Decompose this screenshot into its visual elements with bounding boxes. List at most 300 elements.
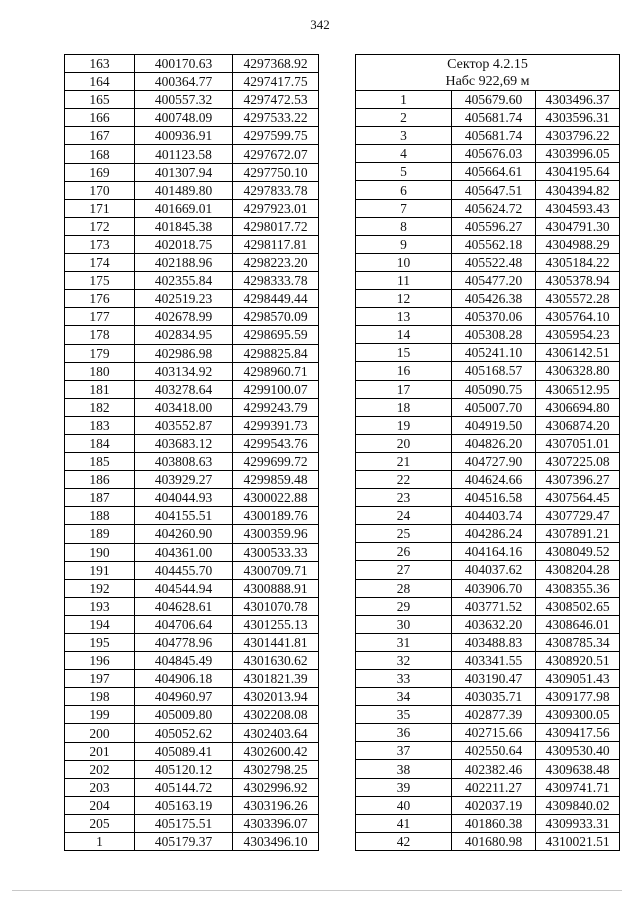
x-coordinate-cell: 403632.20	[452, 615, 536, 633]
y-coordinate-cell: 4309933.31	[536, 814, 620, 832]
x-coordinate-cell: 404544.94	[135, 579, 233, 597]
x-coordinate-cell: 401489.80	[135, 181, 233, 199]
x-coordinate-cell: 402018.75	[135, 235, 233, 253]
x-coordinate-cell: 403771.52	[452, 597, 536, 615]
y-coordinate-cell: 4304988.29	[536, 235, 620, 253]
point-number-cell: 198	[65, 688, 135, 706]
y-coordinate-cell: 4307729.47	[536, 507, 620, 525]
y-coordinate-cell: 4300533.33	[233, 543, 319, 561]
table-row	[65, 706, 319, 724]
table-row	[65, 778, 319, 796]
point-number-cell: 21	[356, 452, 452, 470]
x-coordinate-cell: 403341.55	[452, 651, 536, 669]
y-coordinate-cell: 4301441.81	[233, 634, 319, 652]
table-row	[356, 127, 620, 145]
table-row	[65, 615, 319, 633]
point-number-cell: 15	[356, 344, 452, 362]
y-coordinate-cell: 4309300.05	[536, 706, 620, 724]
y-coordinate-cell: 4298825.84	[233, 344, 319, 362]
table-row	[65, 833, 319, 851]
point-number-cell: 172	[65, 217, 135, 235]
y-coordinate-cell: 4307891.21	[536, 525, 620, 543]
x-coordinate-cell: 402715.66	[452, 724, 536, 742]
sector-header-row	[356, 55, 620, 91]
y-coordinate-cell: 4302798.25	[233, 760, 319, 778]
table-row	[356, 742, 620, 760]
point-number-cell: 37	[356, 742, 452, 760]
point-number-cell: 203	[65, 778, 135, 796]
table-row	[65, 814, 319, 832]
point-number-cell: 26	[356, 543, 452, 561]
x-coordinate-cell: 405163.19	[135, 796, 233, 814]
table-row	[356, 326, 620, 344]
table-row	[356, 163, 620, 181]
sector-title: Сектор 4.2.15	[447, 56, 528, 72]
table-row	[65, 453, 319, 471]
table-row	[356, 814, 620, 832]
y-coordinate-cell: 4302600.42	[233, 742, 319, 760]
x-coordinate-cell: 403134.92	[135, 362, 233, 380]
x-coordinate-cell: 405562.18	[452, 235, 536, 253]
table-row	[65, 326, 319, 344]
x-coordinate-cell: 400557.32	[135, 91, 233, 109]
y-coordinate-cell: 4299543.76	[233, 434, 319, 452]
point-number-cell: 175	[65, 272, 135, 290]
table-row	[65, 525, 319, 543]
x-coordinate-cell: 405647.51	[452, 181, 536, 199]
y-coordinate-cell: 4298449.44	[233, 290, 319, 308]
table-row	[356, 670, 620, 688]
x-coordinate-cell: 404845.49	[135, 652, 233, 670]
x-coordinate-cell: 402834.95	[135, 326, 233, 344]
point-number-cell: 4	[356, 145, 452, 163]
point-number-cell: 17	[356, 380, 452, 398]
y-coordinate-cell: 4300888.91	[233, 579, 319, 597]
y-coordinate-cell: 4299100.07	[233, 380, 319, 398]
y-coordinate-cell: 4305378.94	[536, 271, 620, 289]
table-row	[356, 597, 620, 615]
table-row	[65, 217, 319, 235]
x-coordinate-cell: 405664.61	[452, 163, 536, 181]
point-number-cell: 3	[356, 127, 452, 145]
y-coordinate-cell: 4297833.78	[233, 181, 319, 199]
point-number-cell: 1	[65, 833, 135, 851]
point-number-cell: 39	[356, 778, 452, 796]
point-number-cell: 7	[356, 199, 452, 217]
x-coordinate-cell: 403552.87	[135, 416, 233, 434]
y-coordinate-cell: 4297750.10	[233, 163, 319, 181]
y-coordinate-cell: 4307225.08	[536, 452, 620, 470]
point-number-cell: 202	[65, 760, 135, 778]
point-number-cell: 204	[65, 796, 135, 814]
point-number-cell: 174	[65, 254, 135, 272]
y-coordinate-cell: 4304593.43	[536, 199, 620, 217]
sector-abs-height: Набс 922,69 м	[445, 73, 530, 89]
y-coordinate-cell: 4308785.34	[536, 633, 620, 651]
x-coordinate-cell: 402382.46	[452, 760, 536, 778]
point-number-cell: 34	[356, 688, 452, 706]
x-coordinate-cell: 404906.18	[135, 670, 233, 688]
x-coordinate-cell: 405308.28	[452, 326, 536, 344]
point-number-cell: 13	[356, 308, 452, 326]
table-row	[65, 344, 319, 362]
table-row	[65, 416, 319, 434]
point-number-cell: 10	[356, 253, 452, 271]
table-row	[356, 633, 620, 651]
y-coordinate-cell: 4304195.64	[536, 163, 620, 181]
y-coordinate-cell: 4308502.65	[536, 597, 620, 615]
x-coordinate-cell: 403418.00	[135, 398, 233, 416]
x-coordinate-cell: 402519.23	[135, 290, 233, 308]
table-row	[356, 145, 620, 163]
y-coordinate-cell: 4297368.92	[233, 55, 319, 73]
point-number-cell: 30	[356, 615, 452, 633]
sector-header-cell	[356, 55, 620, 91]
table-row	[65, 127, 319, 145]
point-number-cell: 194	[65, 615, 135, 633]
x-coordinate-cell: 404826.20	[452, 434, 536, 452]
x-coordinate-cell: 405681.74	[452, 109, 536, 127]
point-number-cell: 165	[65, 91, 135, 109]
table-row	[356, 452, 620, 470]
y-coordinate-cell: 4302996.92	[233, 778, 319, 796]
y-coordinate-cell: 4301070.78	[233, 597, 319, 615]
x-coordinate-cell: 404260.90	[135, 525, 233, 543]
x-coordinate-cell: 403929.27	[135, 471, 233, 489]
table-row	[356, 561, 620, 579]
x-coordinate-cell: 405175.51	[135, 814, 233, 832]
table-row	[65, 73, 319, 91]
table-row	[65, 579, 319, 597]
y-coordinate-cell: 4299243.79	[233, 398, 319, 416]
point-number-cell: 20	[356, 434, 452, 452]
point-number-cell: 180	[65, 362, 135, 380]
point-number-cell: 29	[356, 597, 452, 615]
y-coordinate-cell: 4298223.20	[233, 254, 319, 272]
right-table-body	[356, 91, 620, 851]
x-coordinate-cell: 405596.27	[452, 217, 536, 235]
y-coordinate-cell: 4298333.78	[233, 272, 319, 290]
table-row	[65, 163, 319, 181]
y-coordinate-cell: 4302208.08	[233, 706, 319, 724]
point-number-cell: 167	[65, 127, 135, 145]
x-coordinate-cell: 404044.93	[135, 489, 233, 507]
table-row	[65, 543, 319, 561]
y-coordinate-cell: 4309741.71	[536, 778, 620, 796]
point-number-cell: 32	[356, 651, 452, 669]
y-coordinate-cell: 4304791.30	[536, 217, 620, 235]
point-number-cell: 33	[356, 670, 452, 688]
table-row	[356, 271, 620, 289]
y-coordinate-cell: 4309840.02	[536, 796, 620, 814]
point-number-cell: 27	[356, 561, 452, 579]
point-number-cell: 40	[356, 796, 452, 814]
point-number-cell: 190	[65, 543, 135, 561]
x-coordinate-cell: 404628.61	[135, 597, 233, 615]
table-row	[356, 651, 620, 669]
right-coordinates-table	[355, 54, 620, 851]
point-number-cell: 9	[356, 235, 452, 253]
table-row	[356, 688, 620, 706]
point-number-cell: 195	[65, 634, 135, 652]
x-coordinate-cell: 405681.74	[452, 127, 536, 145]
point-number-cell: 169	[65, 163, 135, 181]
y-coordinate-cell: 4300022.88	[233, 489, 319, 507]
point-number-cell: 19	[356, 416, 452, 434]
point-number-cell: 191	[65, 561, 135, 579]
y-coordinate-cell: 4303596.31	[536, 109, 620, 127]
table-row	[65, 471, 319, 489]
x-coordinate-cell: 403808.63	[135, 453, 233, 471]
table-row	[65, 308, 319, 326]
point-number-cell: 196	[65, 652, 135, 670]
table-row	[356, 344, 620, 362]
y-coordinate-cell: 4302403.64	[233, 724, 319, 742]
y-coordinate-cell: 4298117.81	[233, 235, 319, 253]
table-row	[65, 760, 319, 778]
y-coordinate-cell: 4305954.23	[536, 326, 620, 344]
point-number-cell: 11	[356, 271, 452, 289]
point-number-cell: 170	[65, 181, 135, 199]
point-number-cell: 23	[356, 489, 452, 507]
point-number-cell: 189	[65, 525, 135, 543]
x-coordinate-cell: 405477.20	[452, 271, 536, 289]
table-row	[65, 634, 319, 652]
y-coordinate-cell: 4302013.94	[233, 688, 319, 706]
x-coordinate-cell: 401307.94	[135, 163, 233, 181]
y-coordinate-cell: 4301821.39	[233, 670, 319, 688]
table-row	[65, 362, 319, 380]
x-coordinate-cell: 403278.64	[135, 380, 233, 398]
table-row	[356, 706, 620, 724]
y-coordinate-cell: 4309177.98	[536, 688, 620, 706]
table-row	[65, 145, 319, 163]
y-coordinate-cell: 4298695.59	[233, 326, 319, 344]
table-row	[356, 724, 620, 742]
point-number-cell: 186	[65, 471, 135, 489]
table-row	[65, 561, 319, 579]
point-number-cell: 179	[65, 344, 135, 362]
table-row	[356, 235, 620, 253]
y-coordinate-cell: 4308920.51	[536, 651, 620, 669]
y-coordinate-cell: 4297599.75	[233, 127, 319, 145]
x-coordinate-cell: 400364.77	[135, 73, 233, 91]
point-number-cell: 193	[65, 597, 135, 615]
y-coordinate-cell: 4308204.28	[536, 561, 620, 579]
y-coordinate-cell: 4309638.48	[536, 760, 620, 778]
table-row	[356, 507, 620, 525]
table-row	[65, 380, 319, 398]
y-coordinate-cell: 4306328.80	[536, 362, 620, 380]
table-row	[356, 217, 620, 235]
x-coordinate-cell: 405052.62	[135, 724, 233, 742]
point-number-cell: 24	[356, 507, 452, 525]
x-coordinate-cell: 404361.00	[135, 543, 233, 561]
table-row	[65, 507, 319, 525]
point-number-cell: 22	[356, 470, 452, 488]
table-row	[65, 398, 319, 416]
point-number-cell: 12	[356, 290, 452, 308]
y-coordinate-cell: 4306142.51	[536, 344, 620, 362]
y-coordinate-cell: 4301630.62	[233, 652, 319, 670]
point-number-cell: 185	[65, 453, 135, 471]
y-coordinate-cell: 4299859.48	[233, 471, 319, 489]
x-coordinate-cell: 404778.96	[135, 634, 233, 652]
x-coordinate-cell: 401123.58	[135, 145, 233, 163]
point-number-cell: 176	[65, 290, 135, 308]
table-row	[65, 290, 319, 308]
y-coordinate-cell: 4299699.72	[233, 453, 319, 471]
y-coordinate-cell: 4305572.28	[536, 290, 620, 308]
table-row	[356, 398, 620, 416]
table-row	[356, 362, 620, 380]
point-number-cell: 171	[65, 199, 135, 217]
y-coordinate-cell: 4307564.45	[536, 489, 620, 507]
point-number-cell: 2	[356, 109, 452, 127]
point-number-cell: 163	[65, 55, 135, 73]
x-coordinate-cell: 402355.84	[135, 272, 233, 290]
table-row	[65, 796, 319, 814]
x-coordinate-cell: 404037.62	[452, 561, 536, 579]
point-number-cell: 181	[65, 380, 135, 398]
y-coordinate-cell: 4308049.52	[536, 543, 620, 561]
y-coordinate-cell: 4298570.09	[233, 308, 319, 326]
table-row	[356, 253, 620, 271]
y-coordinate-cell: 4303196.26	[233, 796, 319, 814]
x-coordinate-cell: 404919.50	[452, 416, 536, 434]
x-coordinate-cell: 403683.12	[135, 434, 233, 452]
x-coordinate-cell: 403190.47	[452, 670, 536, 688]
table-row	[356, 760, 620, 778]
table-row	[356, 525, 620, 543]
y-coordinate-cell: 4305184.22	[536, 253, 620, 271]
x-coordinate-cell: 402037.19	[452, 796, 536, 814]
y-coordinate-cell: 4300359.96	[233, 525, 319, 543]
left-table-body	[65, 55, 319, 851]
table-row	[65, 688, 319, 706]
x-coordinate-cell: 405624.72	[452, 199, 536, 217]
table-row	[65, 55, 319, 73]
point-number-cell: 188	[65, 507, 135, 525]
point-number-cell: 197	[65, 670, 135, 688]
x-coordinate-cell: 404624.66	[452, 470, 536, 488]
x-coordinate-cell: 405179.37	[135, 833, 233, 851]
point-number-cell: 5	[356, 163, 452, 181]
point-number-cell: 38	[356, 760, 452, 778]
table-row	[356, 543, 620, 561]
point-number-cell: 35	[356, 706, 452, 724]
x-coordinate-cell: 402188.96	[135, 254, 233, 272]
x-coordinate-cell: 404706.64	[135, 615, 233, 633]
table-row	[65, 597, 319, 615]
y-coordinate-cell: 4298017.72	[233, 217, 319, 235]
table-row	[356, 91, 620, 109]
x-coordinate-cell: 400170.63	[135, 55, 233, 73]
y-coordinate-cell: 4303996.05	[536, 145, 620, 163]
point-number-cell: 1	[356, 91, 452, 109]
y-coordinate-cell: 4308355.36	[536, 579, 620, 597]
table-row	[356, 778, 620, 796]
point-number-cell: 205	[65, 814, 135, 832]
y-coordinate-cell: 4300189.76	[233, 507, 319, 525]
y-coordinate-cell: 4307396.27	[536, 470, 620, 488]
y-coordinate-cell: 4303796.22	[536, 127, 620, 145]
table-row	[65, 742, 319, 760]
x-coordinate-cell: 401860.38	[452, 814, 536, 832]
table-row	[356, 579, 620, 597]
table-row	[356, 308, 620, 326]
y-coordinate-cell: 4301255.13	[233, 615, 319, 633]
y-coordinate-cell: 4306694.80	[536, 398, 620, 416]
table-row	[356, 615, 620, 633]
x-coordinate-cell: 404286.24	[452, 525, 536, 543]
table-row	[65, 272, 319, 290]
y-coordinate-cell: 4309417.56	[536, 724, 620, 742]
point-number-cell: 182	[65, 398, 135, 416]
table-row	[356, 434, 620, 452]
point-number-cell: 31	[356, 633, 452, 651]
x-coordinate-cell: 405144.72	[135, 778, 233, 796]
x-coordinate-cell: 405168.57	[452, 362, 536, 380]
point-number-cell: 16	[356, 362, 452, 380]
table-row	[65, 434, 319, 452]
y-coordinate-cell: 4297923.01	[233, 199, 319, 217]
table-row	[356, 290, 620, 308]
page-number: 342	[310, 17, 330, 32]
x-coordinate-cell: 400936.91	[135, 127, 233, 145]
x-coordinate-cell: 402550.64	[452, 742, 536, 760]
y-coordinate-cell: 4307051.01	[536, 434, 620, 452]
x-coordinate-cell: 405522.48	[452, 253, 536, 271]
point-number-cell: 192	[65, 579, 135, 597]
table-row	[65, 91, 319, 109]
point-number-cell: 25	[356, 525, 452, 543]
table-row	[356, 416, 620, 434]
x-coordinate-cell: 404455.70	[135, 561, 233, 579]
point-number-cell: 183	[65, 416, 135, 434]
point-number-cell: 164	[65, 73, 135, 91]
table-row	[356, 796, 620, 814]
y-coordinate-cell: 4300709.71	[233, 561, 319, 579]
x-coordinate-cell: 405090.75	[452, 380, 536, 398]
y-coordinate-cell: 4304394.82	[536, 181, 620, 199]
y-coordinate-cell: 4303496.10	[233, 833, 319, 851]
y-coordinate-cell: 4308646.01	[536, 615, 620, 633]
point-number-cell: 36	[356, 724, 452, 742]
y-coordinate-cell: 4297672.07	[233, 145, 319, 163]
table-row	[356, 199, 620, 217]
point-number-cell: 168	[65, 145, 135, 163]
x-coordinate-cell: 405007.70	[452, 398, 536, 416]
table-row	[65, 670, 319, 688]
x-coordinate-cell: 405120.12	[135, 760, 233, 778]
x-coordinate-cell: 405676.03	[452, 145, 536, 163]
x-coordinate-cell: 400748.09	[135, 109, 233, 127]
x-coordinate-cell: 402986.98	[135, 344, 233, 362]
point-number-cell: 28	[356, 579, 452, 597]
table-row	[65, 181, 319, 199]
x-coordinate-cell: 402877.39	[452, 706, 536, 724]
point-number-cell: 201	[65, 742, 135, 760]
y-coordinate-cell: 4305764.10	[536, 308, 620, 326]
point-number-cell: 166	[65, 109, 135, 127]
table-row	[65, 235, 319, 253]
x-coordinate-cell: 404516.58	[452, 489, 536, 507]
y-coordinate-cell: 4298960.71	[233, 362, 319, 380]
point-number-cell: 41	[356, 814, 452, 832]
page-edge-line	[12, 890, 622, 891]
point-number-cell: 14	[356, 326, 452, 344]
